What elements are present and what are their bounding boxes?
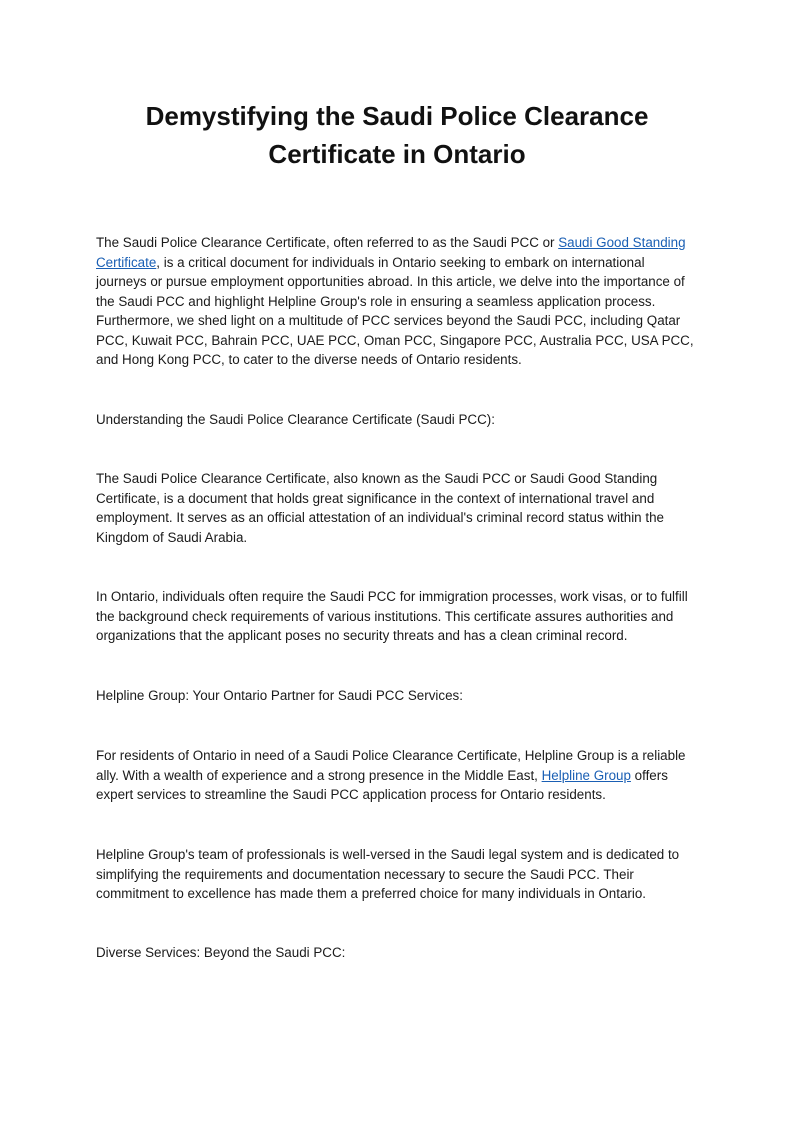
intro-text-after-link: , is a critical document for individuals in Ontario seeking to embark on international journeys or pursue employment opportunities abroad. In this article, we delve into the importance of the Saudi PCC and highlight Helpline Group's role in ensuring a seamless application process. Furthermore, we shed light on a multitude of PCC services beyond the Saudi PCC, including Qatar PCC, Kuwait PCC, Bahrain PCC, UAE PCC, Oman PCC, Singapore PCC, Australia PCC, USA PCC, and Hong Kong PCC, to cater to the diverse needs of Ontario residents. bbox=[96, 254, 694, 367]
section-heading-helpline: Helpline Group: Your Ontario Partner for Saudi PCC Services: bbox=[96, 688, 463, 703]
title-line-1: Demystifying the Saudi Police Clearance bbox=[145, 101, 649, 131]
title-line-2: Certificate in Ontario bbox=[268, 139, 526, 169]
intro-paragraph bbox=[96, 233, 696, 370]
understanding-paragraph-2: In Ontario, individuals often require the Saudi PCC for immigration processes, work visas, or to fulfill the background check requirements of various institutions. This certificate assures authorities and organizations that the applicant poses no security threats and has a clean criminal record. bbox=[96, 589, 688, 643]
helpline-paragraph-2: Helpline Group's team of professionals is well-versed in the Saudi legal system and is dedicated to simplifying the requirements and documentation necessary to secure the Saudi PCC. Their commitment to excellence has made them a preferred choice for many individuals in Ontario. bbox=[96, 847, 680, 901]
helpline-text-after-link: offers expert services to streamline the Saudi PCC application process for Ontario residents. bbox=[96, 767, 668, 802]
understanding-paragraph-1: The Saudi Police Clearance Certificate, also known as the Saudi PCC or Saudi Good Standing Certificate, is a document that holds great significance in the context of international travel and employment. It serves as an official attestation of an individual's criminal record status within the Kingdom of Saudi Arabia. bbox=[96, 471, 664, 545]
intro-text-before-link: The Saudi Police Clearance Certificate, often referred to as the Saudi PCC or bbox=[96, 235, 559, 250]
saudi-good-standing-link[interactable]: Saudi Good Standing Certificate bbox=[96, 235, 686, 270]
section-heading-understanding: Understanding the Saudi Police Clearance Certificate (Saudi PCC): bbox=[96, 412, 495, 427]
helpline-text-before-link: For residents of Ontario in need of a Saudi Police Clearance Certificate, Helpline Group is a reliable ally. With a wealth of experience and a strong presence in the Middle East, bbox=[96, 748, 686, 783]
helpline-paragraph-1 bbox=[96, 746, 696, 805]
page-title bbox=[96, 97, 698, 173]
helpline-group-link[interactable]: Helpline Group bbox=[541, 767, 631, 783]
section-heading-diverse-services: Diverse Services: Beyond the Saudi PCC: bbox=[96, 945, 346, 960]
